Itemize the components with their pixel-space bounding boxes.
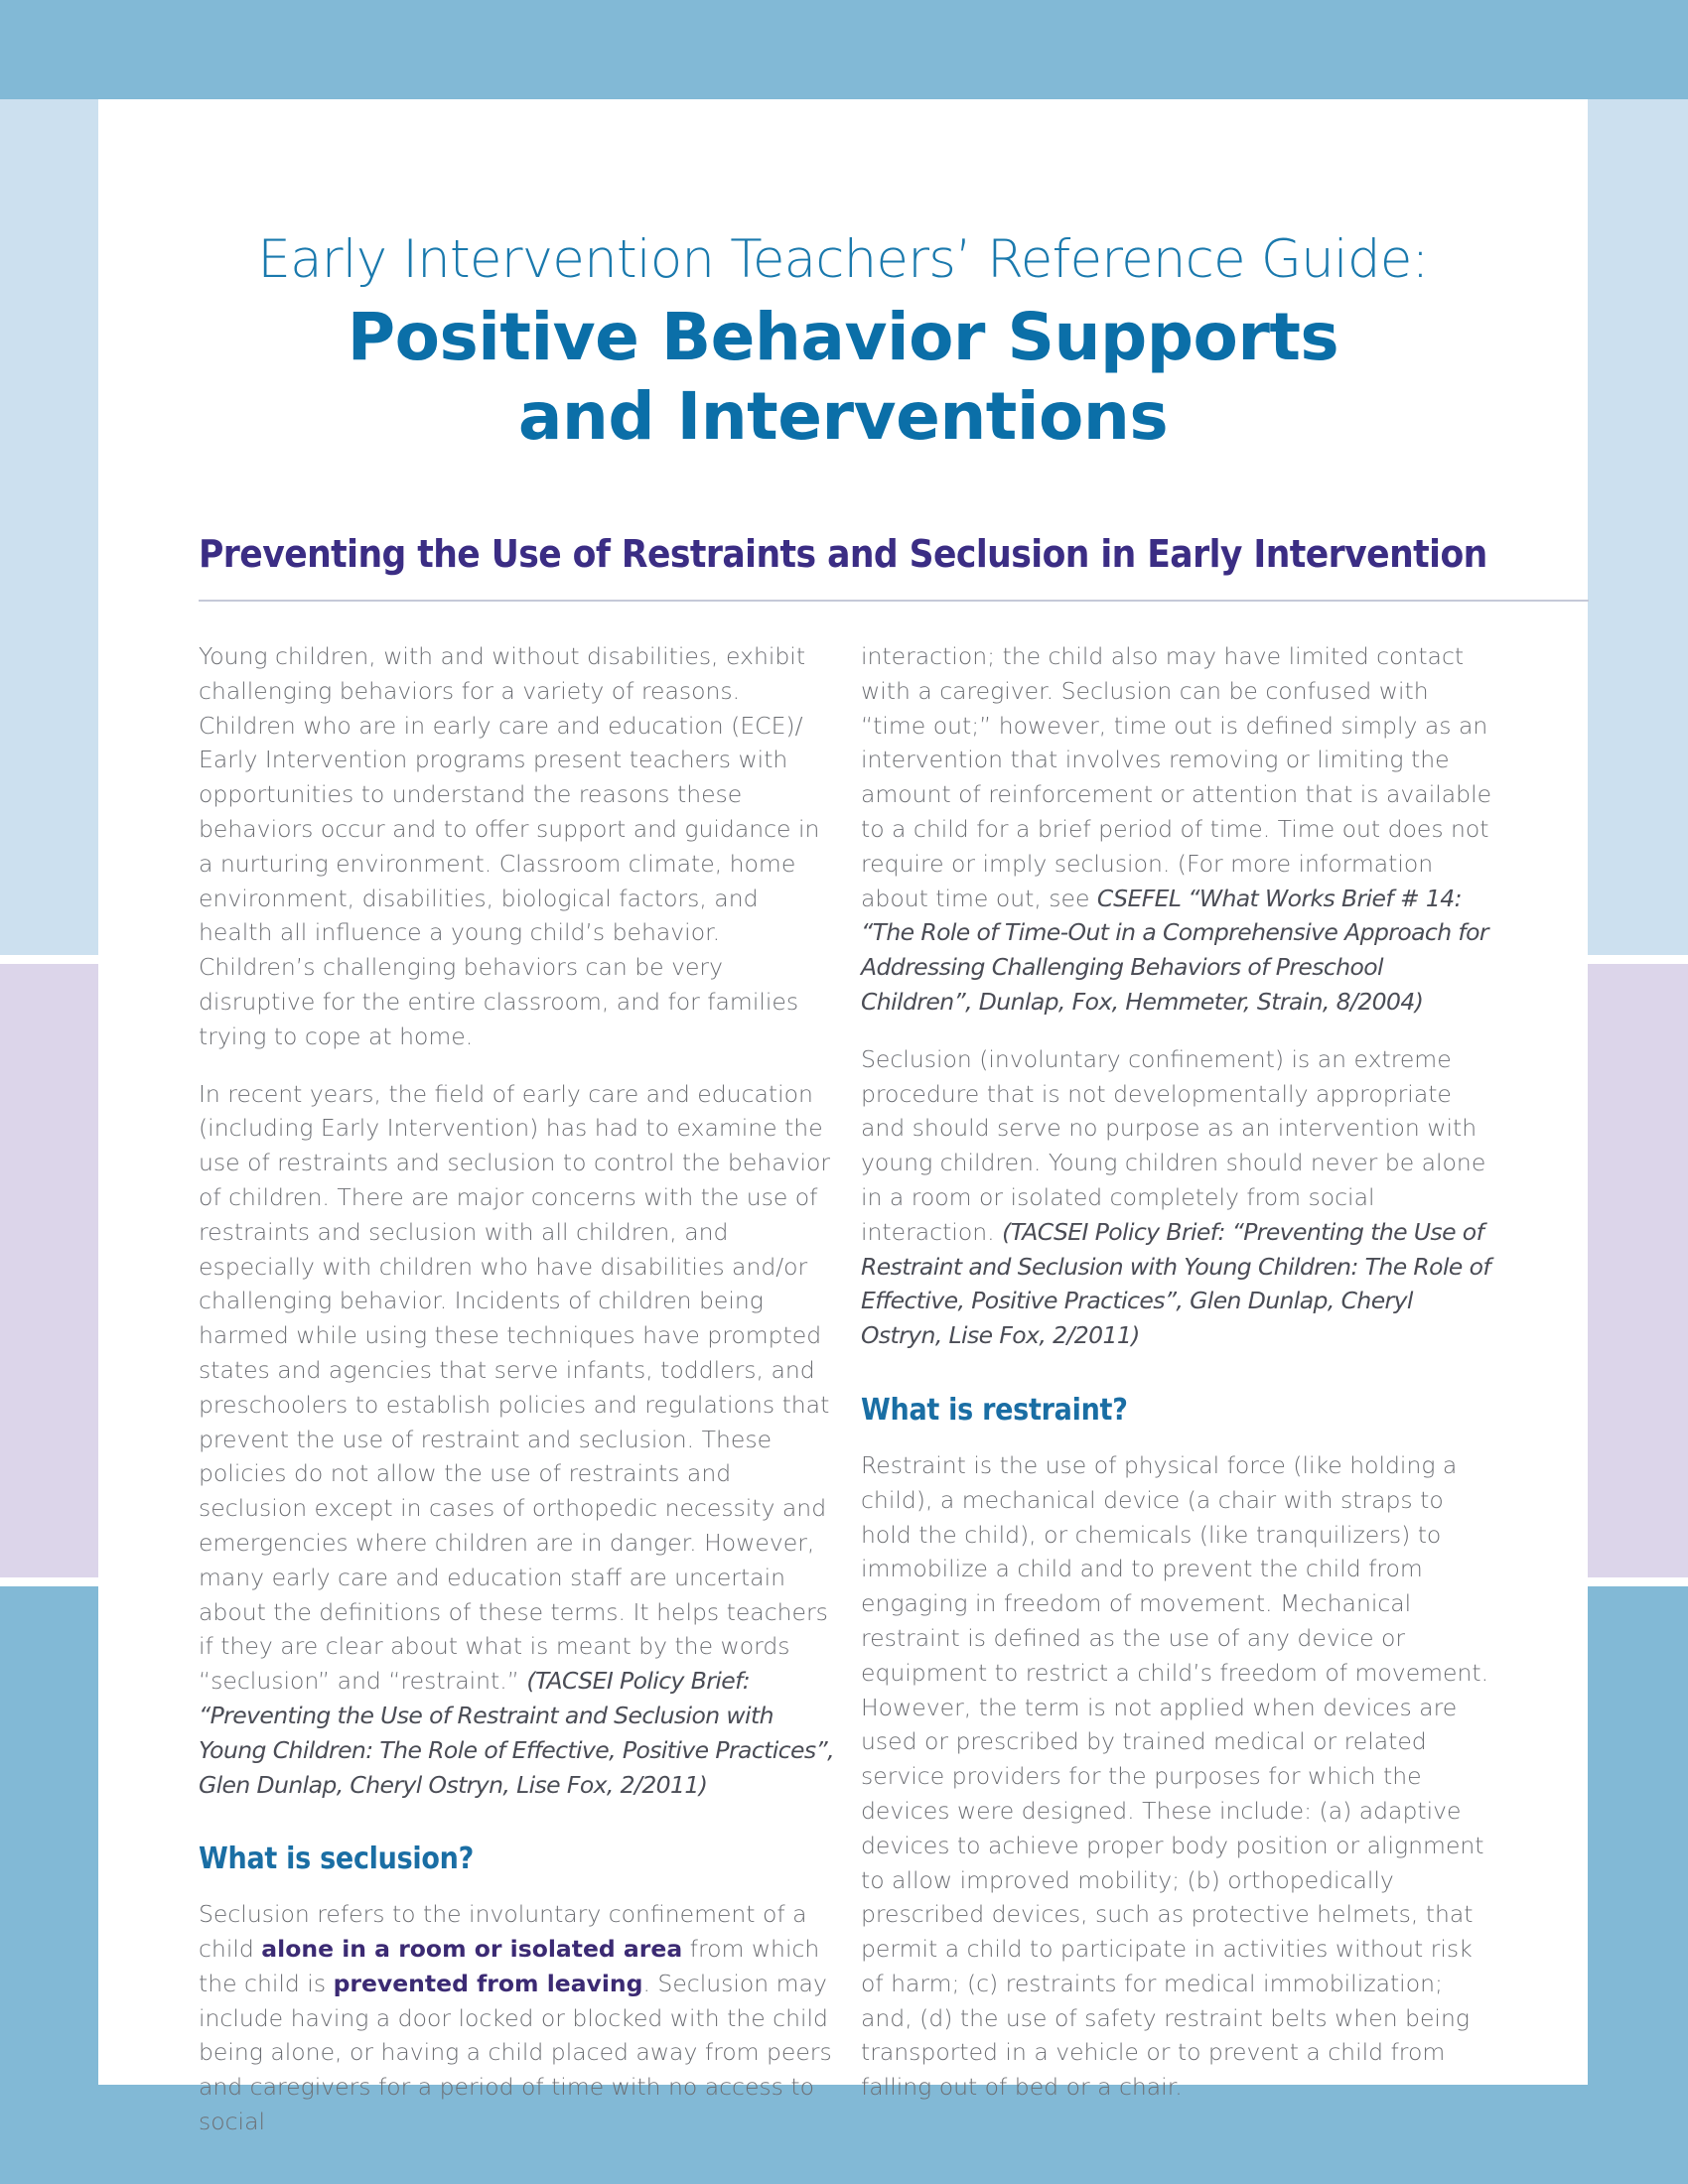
paragraph-text: interaction; the child also may have limited contact with a caregiver. Seclusion can be confused with “time out;” however, time out is defined simply as an intervention that involves removing or limiting the amount of reinforcement or attention that is available to a child for a brief period of time. Time out does not require or imply seclusion. (For more information about time out, see [861, 642, 1492, 912]
paragraph-text: In recent years, the field of early care and education (including Early Intervention) has had to examine the use of restraints and seclusion to control the behavior of children. There are major concerns with the use of restraints and seclusion with all children, and especially with children who have disabilities and/or challenging behavior. Incidents of children being harmed while using these techniques have prompted states and agencies that serve infants, toddlers, and preschoolers to establish policies and regulations that prevent the use of restraint and seclusion. These policies do not allow the use of restraints and seclusion except in cases of orthopedic necessity and emergencies where children are in danger. However, many early care and education staff are uncertain about the definitions of these terms. It helps teachers if they are clear about what is meant by the words “seclusion” and “restraint.” [199, 1079, 831, 1696]
heading-restraint: What is restraint? [861, 1392, 1128, 1428]
restraint-paragraph: Restraint is the use of physical force (like holding a child), a mechanical device (a chair with straps to hold the child), or chemicals (like tranquilizers) to immobilize a child and to prevent the child from engaging in freedom of movement. Mechanical restraint is defined as the use of any device or equipment to restrict a child’s freedom of movement. However, the term is not applied when devices are used or prescribed by trained medical or related service providers for the purposes for which the devices were designed. These include: (a) adaptive devices to achieve proper body position or alignment to allow improved mobility; (b) orthopedically prescribed devices, such as protective helmets, that permit a child to participate in activities without risk of harm; (c) restraints for medical immobilization; and, (d) the use of safety restraint belts when being transported in a vehicle or to prevent a child from falling out of bed or a chair. [861, 1450, 1489, 2102]
document-page [98, 99, 1588, 2136]
section-title: Preventing the Use of Restraints and Seclusion in Early Intervention [199, 532, 1487, 576]
page-title [98, 222, 1588, 457]
emphasis-text: alone in a room or isolated area [261, 1935, 683, 1964]
citation: (TACSEI Policy Brief: “Preventing the Use of Restraint and Seclusion with Young Children: The Role of Effective, Positive Practices”, Glen Dunlap, Cheryl Ostryn, Lise Fox, 2/2011) [199, 1667, 834, 1799]
paragraph-text: . Seclusion may include having a door locked or blocked with the child being alone, or having a child placed away from peers and caregivers for a period of time with no access to social [199, 1969, 832, 2136]
section-divider [199, 600, 1589, 602]
citation: (TACSEI Policy Brief: “Preventing the Use of Restraint and Seclusion with Young Children: The Role of Effective, Positive Practices”, Glen Dunlap, Cheryl Ostryn, Lise Fox, 2/2011) [861, 1217, 1491, 1350]
paragraph-text: Seclusion refers to the involuntary confinement of a child [199, 1900, 807, 1964]
paragraph-text: from which the child is [199, 1935, 820, 1997]
right-column [861, 639, 1496, 2105]
top-border-band [0, 0, 1688, 99]
seclusion-paragraph [199, 1897, 834, 2139]
intro-paragraph: Young children, with and without disabilities, exhibit challenging behaviors for a variety of reasons. Children who are in early care and education (ECE)/ Early Intervention programs present teachers with opportunities to understand the reasons these behaviors occur and to offer support and guidance in a nurturing environment. Classroom climate, home environment, disabilities, biological factors, and health all influence a young child’s behavior. Children’s challenging behaviors can be very disruptive for the entire classroom, and for families trying to cope at home. [199, 642, 820, 1050]
left-column [199, 639, 834, 2139]
heading-seclusion: What is seclusion? [199, 1842, 475, 1877]
guide-subtitle-line2: and Interventions [517, 378, 1169, 455]
citation: CSEFEL “What Works Brief # 14: “The Role of Time-Out in a Comprehensive Approach for Addressing Challenging Behaviors of Preschool Children”, Dunlap, Fox, Hemmeter, Strain, 8/2004) [861, 884, 1488, 1016]
time-out-paragraph [861, 639, 1496, 1020]
paragraph-text: Seclusion (involuntary confinement) is an extreme procedure that is not developmentally appropriate and should serve no purpose as an intervention with young children. Young children should never be alone in a room or isolated completely from social interaction. [861, 1044, 1486, 1246]
background-paragraph [199, 1077, 834, 1803]
guide-subtitle-line1: Positive Behavior Supports [347, 299, 1339, 375]
emphasis-text: prevented from leaving [333, 1969, 643, 1997]
guide-title: Early Intervention Teachers’ Reference Guide: [257, 229, 1429, 290]
seclusion-extreme-paragraph [861, 1042, 1496, 1353]
